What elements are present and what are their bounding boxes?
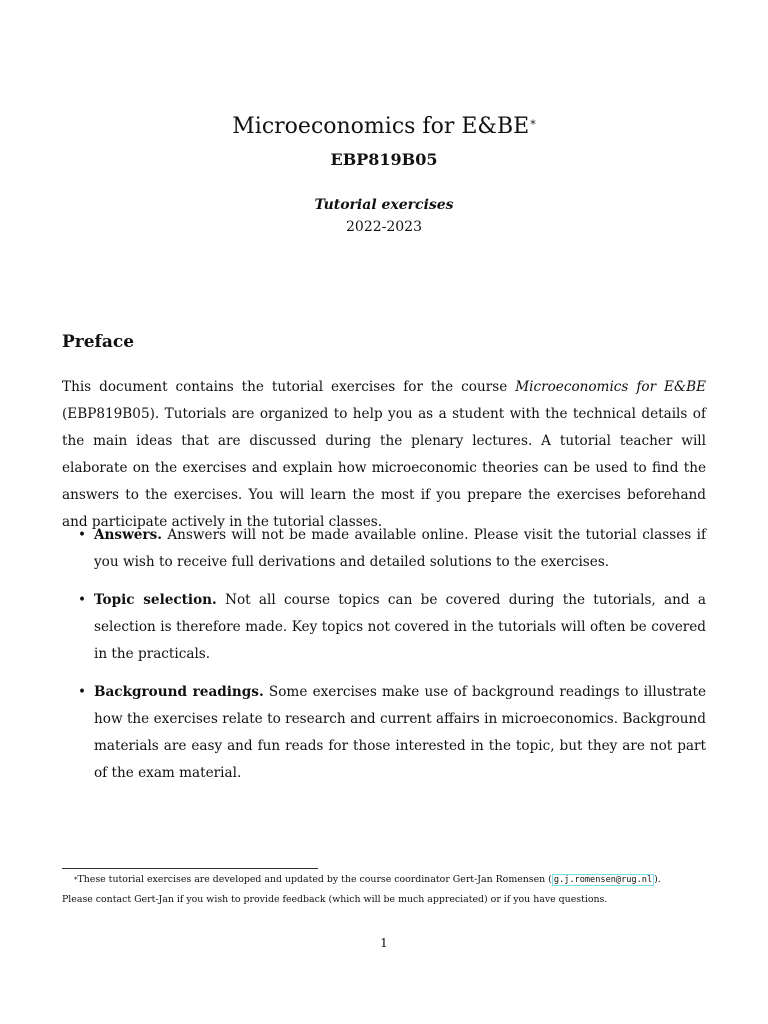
- footnote-line-1: *These tutorial exercises are developed and updated by the course coordinator Gert-Jan Romensen ( g.j.romensen@rug.nl ).: [74, 874, 661, 885]
- preface-bullet-list: [62, 522, 706, 798]
- email-link[interactable]: g.j.romensen@rug.nl: [553, 875, 653, 885]
- bullet-label: Topic selection.: [94, 592, 217, 608]
- bullet-text: Some exercises make use of background readings to illustrate how the exercises relate to research and current affairs in microeconomics. Background materials are easy and fun reads for those interested in the topic, but they are not part of the exam material.: [94, 684, 706, 781]
- bullet-icon: •: [78, 527, 87, 543]
- footnote-line-2: Please contact Gert-Jan if you wish to provide feedback (which will be much appreciated) or if you have questions.: [62, 894, 608, 905]
- course-code: EBP819B05: [330, 150, 438, 169]
- bullet-text: Answers will not be made available online. Please visit the tutorial classes if you wish to receive full derivations and detailed solutions to the exercises.: [94, 527, 706, 570]
- footnote-divider: [62, 868, 318, 869]
- title-footnote-mark: *: [530, 118, 536, 131]
- list-item: [62, 679, 706, 787]
- page-number: 1: [380, 936, 388, 950]
- academic-year: 2022-2023: [346, 219, 422, 235]
- bullet-label: Background readings.: [94, 684, 264, 700]
- footnote: [62, 870, 722, 910]
- course-name-italic: Microeconomics for E&BE: [515, 379, 706, 395]
- bullet-text: Not all course topics can be covered during the tutorials, and a selection is therefore made. Key topics not covered in the tutorials will often be covered in the practicals.: [94, 592, 706, 662]
- bullet-icon: •: [78, 592, 87, 608]
- list-item: [62, 522, 706, 576]
- document-subtitle: Tutorial exercises: [314, 197, 454, 213]
- footnote-mark: *: [74, 876, 78, 884]
- bullet-icon: •: [78, 684, 87, 700]
- bullet-label: Answers.: [94, 527, 162, 543]
- preface-paragraph: This document contains the tutorial exercises for the course Microeconomics for E&BE (EBP819B05). Tutorials are organized to help you as a student with the technical details of the main ideas that are discussed during the plenary lectures. A tutorial teacher will elaborate on the exercises and explain how microeconomic theories can be used to find the answers to the exercises. You will learn the most if you prepare the exercises beforehand and participate actively in the tutorial classes.: [62, 379, 706, 530]
- title-block: [0, 112, 768, 235]
- document-title: Microeconomics for E&BE*: [232, 114, 536, 139]
- preface-heading: Preface: [62, 332, 135, 352]
- list-item: [62, 587, 706, 668]
